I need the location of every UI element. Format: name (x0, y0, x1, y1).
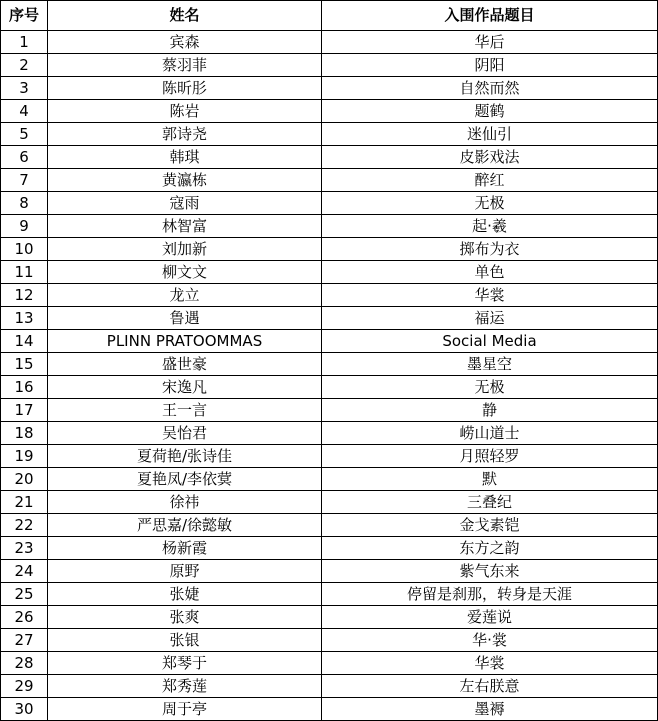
cell-index: 27 (1, 629, 48, 652)
cell-work-title: Social Media (322, 330, 658, 353)
table-row (1, 468, 658, 491)
cell-work-title: 爱莲说 (322, 606, 658, 629)
cell-name: 陈昕肜 (48, 77, 322, 100)
cell-work-title: 题鹤 (322, 100, 658, 123)
cell-index: 30 (1, 698, 48, 721)
cell-index: 4 (1, 100, 48, 123)
cell-work-title: 金戈素铠 (322, 514, 658, 537)
table-row (1, 583, 658, 606)
cell-work-title: 墨星空 (322, 353, 658, 376)
table-body (1, 31, 658, 721)
cell-work-title: 起·羲 (322, 215, 658, 238)
cell-index: 3 (1, 77, 48, 100)
cell-work-title: 静 (322, 399, 658, 422)
cell-name: 徐祎 (48, 491, 322, 514)
cell-index: 13 (1, 307, 48, 330)
cell-name: 蔡羽菲 (48, 54, 322, 77)
cell-work-title: 无极 (322, 192, 658, 215)
cell-index: 1 (1, 31, 48, 54)
cell-work-title: 停留是刹那，转身是天涯 (322, 583, 658, 606)
cell-work-title: 阴阳 (322, 54, 658, 77)
cell-work-title: 皮影戏法 (322, 146, 658, 169)
cell-name: 严思嘉/徐懿敏 (48, 514, 322, 537)
cell-work-title: 华·裳 (322, 629, 658, 652)
table-row (1, 77, 658, 100)
cell-name: 夏荷艳/张诗佳 (48, 445, 322, 468)
table-row (1, 123, 658, 146)
cell-work-title: 华后 (322, 31, 658, 54)
cell-name: PLINN PRATOOMMAS (48, 330, 322, 353)
cell-index: 24 (1, 560, 48, 583)
cell-name: 吴怡君 (48, 422, 322, 445)
cell-work-title: 单色 (322, 261, 658, 284)
table-row (1, 698, 658, 721)
cell-name: 林智富 (48, 215, 322, 238)
cell-index: 10 (1, 238, 48, 261)
cell-work-title: 福运 (322, 307, 658, 330)
cell-work-title: 墨褥 (322, 698, 658, 721)
cell-index: 11 (1, 261, 48, 284)
cell-name: 郑秀莲 (48, 675, 322, 698)
cell-name: 宋逸凡 (48, 376, 322, 399)
table-row (1, 491, 658, 514)
cell-index: 12 (1, 284, 48, 307)
table-row (1, 629, 658, 652)
cell-name: 韩琪 (48, 146, 322, 169)
cell-index: 19 (1, 445, 48, 468)
cell-name: 夏艳凤/李依蓂 (48, 468, 322, 491)
cell-work-title: 自然而然 (322, 77, 658, 100)
table-row (1, 146, 658, 169)
table-row (1, 422, 658, 445)
cell-name: 鲁遇 (48, 307, 322, 330)
cell-index: 9 (1, 215, 48, 238)
cell-name: 龙立 (48, 284, 322, 307)
table-row (1, 307, 658, 330)
cell-index: 8 (1, 192, 48, 215)
cell-work-title: 月照轻罗 (322, 445, 658, 468)
cell-name: 杨新霞 (48, 537, 322, 560)
cell-name: 黄瀛栋 (48, 169, 322, 192)
cell-work-title: 默 (322, 468, 658, 491)
header-work-title: 入围作品题目 (322, 1, 658, 31)
cell-work-title: 无极 (322, 376, 658, 399)
table-row (1, 169, 658, 192)
table-row (1, 330, 658, 353)
cell-index: 17 (1, 399, 48, 422)
cell-index: 16 (1, 376, 48, 399)
cell-index: 23 (1, 537, 48, 560)
header-row (1, 1, 658, 31)
table-row (1, 376, 658, 399)
cell-name: 王一言 (48, 399, 322, 422)
cell-name: 张婕 (48, 583, 322, 606)
table-row (1, 31, 658, 54)
cell-name: 郑琴于 (48, 652, 322, 675)
cell-work-title: 华裳 (322, 652, 658, 675)
cell-work-title: 迷仙引 (322, 123, 658, 146)
table-row (1, 399, 658, 422)
cell-work-title: 醉红 (322, 169, 658, 192)
cell-name: 盛世豪 (48, 353, 322, 376)
cell-index: 25 (1, 583, 48, 606)
table-row (1, 54, 658, 77)
cell-index: 22 (1, 514, 48, 537)
cell-name: 张银 (48, 629, 322, 652)
cell-name: 周于亭 (48, 698, 322, 721)
header-name: 姓名 (48, 1, 322, 31)
cell-work-title: 左右朕意 (322, 675, 658, 698)
table-row (1, 537, 658, 560)
cell-name: 寇雨 (48, 192, 322, 215)
cell-name: 郭诗尧 (48, 123, 322, 146)
table-row (1, 100, 658, 123)
cell-index: 28 (1, 652, 48, 675)
cell-work-title: 紫气东来 (322, 560, 658, 583)
cell-work-title: 东方之韵 (322, 537, 658, 560)
table-row (1, 445, 658, 468)
table-row (1, 238, 658, 261)
cell-index: 14 (1, 330, 48, 353)
cell-name: 陈岩 (48, 100, 322, 123)
cell-name: 柳文文 (48, 261, 322, 284)
cell-index: 20 (1, 468, 48, 491)
table-row (1, 606, 658, 629)
table-row (1, 192, 658, 215)
cell-index: 6 (1, 146, 48, 169)
table-row (1, 353, 658, 376)
cell-name: 张爽 (48, 606, 322, 629)
cell-name: 刘加新 (48, 238, 322, 261)
cell-work-title: 三叠纪 (322, 491, 658, 514)
table-row (1, 560, 658, 583)
table-row (1, 284, 658, 307)
cell-index: 26 (1, 606, 48, 629)
cell-name: 宾森 (48, 31, 322, 54)
cell-work-title: 崂山道士 (322, 422, 658, 445)
cell-name: 原野 (48, 560, 322, 583)
cell-index: 2 (1, 54, 48, 77)
table-row (1, 675, 658, 698)
header-index: 序号 (1, 1, 48, 31)
table-row (1, 215, 658, 238)
table-row (1, 514, 658, 537)
cell-index: 29 (1, 675, 48, 698)
cell-index: 5 (1, 123, 48, 146)
cell-work-title: 华裳 (322, 284, 658, 307)
cell-index: 18 (1, 422, 48, 445)
cell-work-title: 掷布为衣 (322, 238, 658, 261)
cell-index: 15 (1, 353, 48, 376)
table-row (1, 261, 658, 284)
cell-index: 21 (1, 491, 48, 514)
table-row (1, 652, 658, 675)
cell-index: 7 (1, 169, 48, 192)
